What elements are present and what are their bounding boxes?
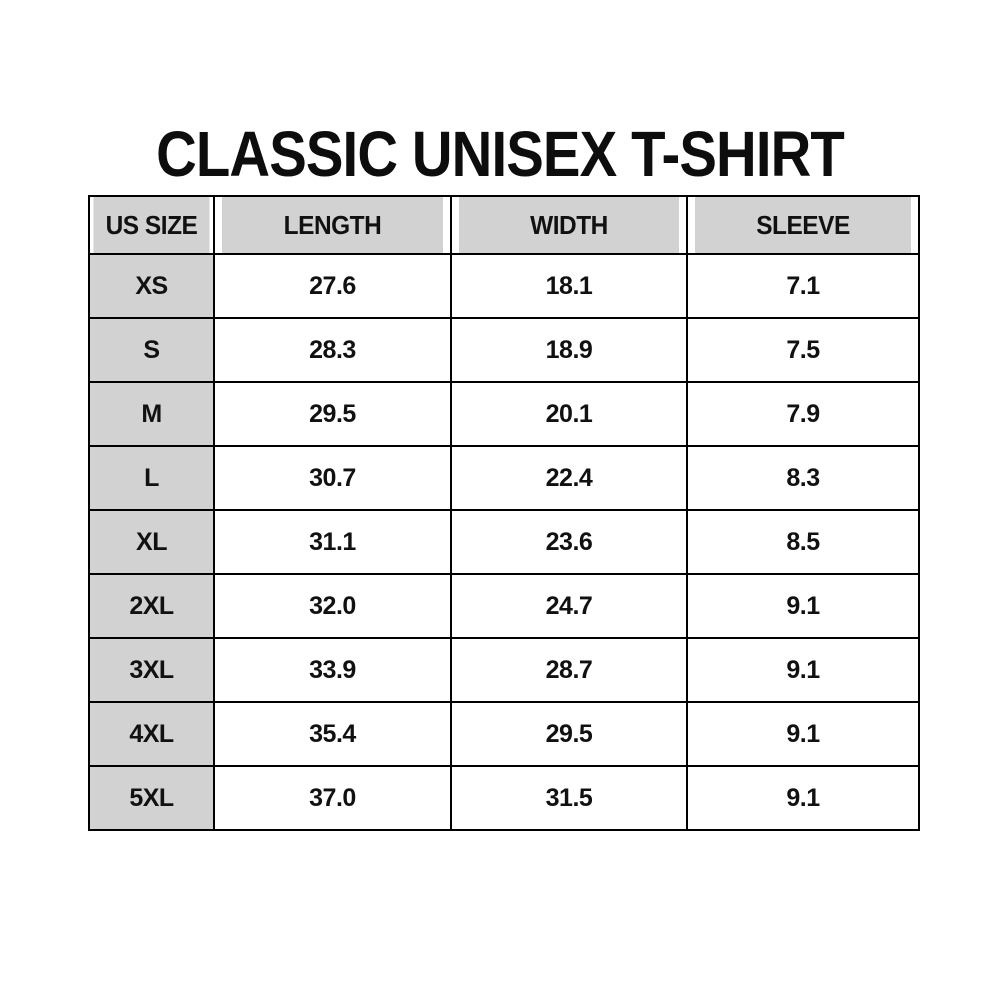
table-row: [89, 766, 919, 830]
value-cell: 24.7: [451, 574, 687, 638]
column-header-sleeve: SLEEVE: [694, 196, 912, 254]
value-cell: 8.5: [687, 510, 919, 574]
size-cell: L: [89, 446, 214, 510]
table-row: [89, 702, 919, 766]
value-cell: 7.5: [687, 318, 919, 382]
table-body: [89, 254, 919, 830]
value-cell: 37.0: [214, 766, 451, 830]
table-row: [89, 254, 919, 318]
table-row: [89, 574, 919, 638]
value-cell: 7.9: [687, 382, 919, 446]
value-cell: 29.5: [451, 702, 687, 766]
table-row: [89, 382, 919, 446]
table-row: [89, 638, 919, 702]
page-title: CLASSIC UNISEX T-SHIRT: [156, 118, 844, 190]
table-row: [89, 510, 919, 574]
value-cell: 27.6: [214, 254, 451, 318]
value-cell: 31.5: [451, 766, 687, 830]
size-cell: XS: [89, 254, 214, 318]
value-cell: 22.4: [451, 446, 687, 510]
size-cell: 5XL: [89, 766, 214, 830]
value-cell: 32.0: [214, 574, 451, 638]
table-header-row: [89, 196, 919, 254]
value-cell: 23.6: [451, 510, 687, 574]
value-cell: 9.1: [687, 702, 919, 766]
value-cell: 28.7: [451, 638, 687, 702]
value-cell: 30.7: [214, 446, 451, 510]
column-header-width: WIDTH: [458, 196, 680, 254]
size-cell: 3XL: [89, 638, 214, 702]
value-cell: 35.4: [214, 702, 451, 766]
value-cell: 7.1: [687, 254, 919, 318]
size-cell: XL: [89, 510, 214, 574]
size-cell: S: [89, 318, 214, 382]
value-cell: 9.1: [687, 638, 919, 702]
value-cell: 18.1: [451, 254, 687, 318]
value-cell: 33.9: [214, 638, 451, 702]
value-cell: 18.9: [451, 318, 687, 382]
size-cell: 4XL: [89, 702, 214, 766]
size-chart-table: [88, 195, 920, 831]
value-cell: 28.3: [214, 318, 451, 382]
value-cell: 9.1: [687, 574, 919, 638]
size-cell: M: [89, 382, 214, 446]
value-cell: 31.1: [214, 510, 451, 574]
size-cell: 2XL: [89, 574, 214, 638]
table-row: [89, 318, 919, 382]
value-cell: 8.3: [687, 446, 919, 510]
column-header-us-size: US SIZE: [93, 196, 211, 254]
value-cell: 9.1: [687, 766, 919, 830]
value-cell: 20.1: [451, 382, 687, 446]
value-cell: 29.5: [214, 382, 451, 446]
table-row: [89, 446, 919, 510]
column-header-length: LENGTH: [221, 196, 444, 254]
